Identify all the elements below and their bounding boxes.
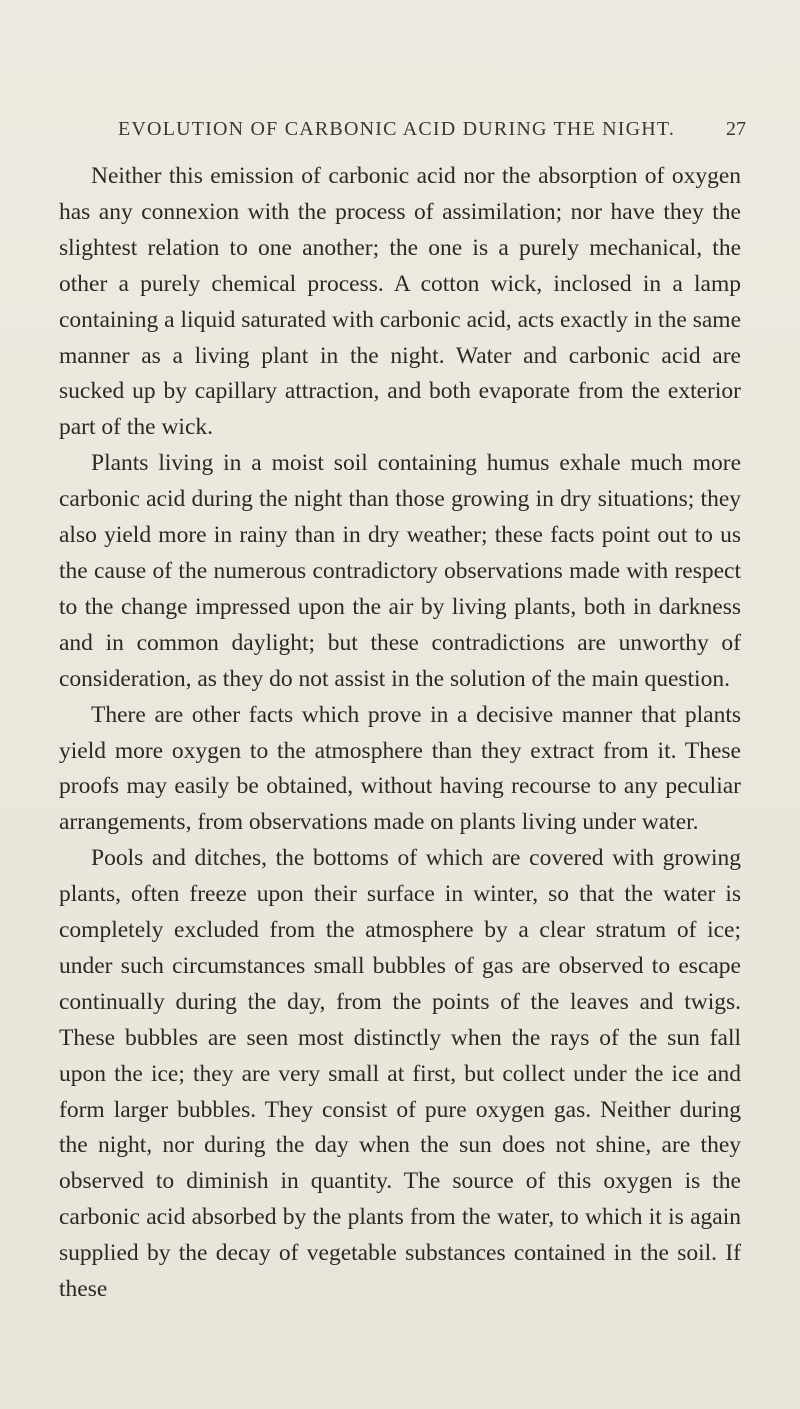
running-head bbox=[118, 118, 746, 150]
paragraph-pools-ditches: Pools and ditches, the bottoms of which are covered with growing plants, often freeze upon their surface in winter, so that the water is completely excluded from the atmosphere by a clear stratum of ice; under such circumstances small bubbles of gas are observed to escape continually during the day, from the points of the leaves and twigs. These bubbles are seen most distinctly when the rays of the sun fall upon the ice; they are very small at first, but collect under the ice and form larger bubbles. They consist of pure oxygen gas. Neither during the night, nor during the day when the sun does not shine, are they observed to diminish in quantity. The source of this oxygen is the carbonic acid absorbed by the plants from the water, to which it is again supplied by the decay of vegetable substances contained in the soil. If these bbox=[59, 845, 741, 1303]
paragraph-moist-soil: Plants living in a moist soil containing humus exhale much more carbonic acid during the night than those growing in dry situations; they also yield more in rainy than in dry weather; these facts point out to us the cause of the numerous contradictory observations made with respect to the change impressed upon the air by living plants, both in darkness and in common daylight; but these contradictions are unworthy of consideration, as they do not assist in the solution of the main question. bbox=[59, 450, 741, 692]
page-number: 27 bbox=[726, 118, 746, 140]
body-text bbox=[59, 159, 741, 1308]
running-head-title: EVOLUTION OF CARBONIC ACID DURING THE NIGHT. bbox=[118, 118, 676, 140]
paragraph-other-facts: There are other facts which prove in a decisive manner that plants yield more oxygen to the atmosphere than they extract from it. These proofs may easily be obtained, without having recourse to any peculiar arrangements, from observations made on plants living under water. bbox=[59, 701, 741, 836]
paragraph-emission-absorption: Neither this emission of carbonic acid nor the absorption of oxygen has any connexion with the process of assimilation; nor have they the slightest relation to one another; the one is a purely mechanical, the other a purely chemical process. A cotton wick, inclosed in a lamp containing a liquid saturated with carbonic acid, acts exactly in the same manner as a living plant in the night. Water and carbonic acid are sucked up by capillary attraction, and both evaporate from the exterior part of the wick. bbox=[59, 163, 741, 441]
